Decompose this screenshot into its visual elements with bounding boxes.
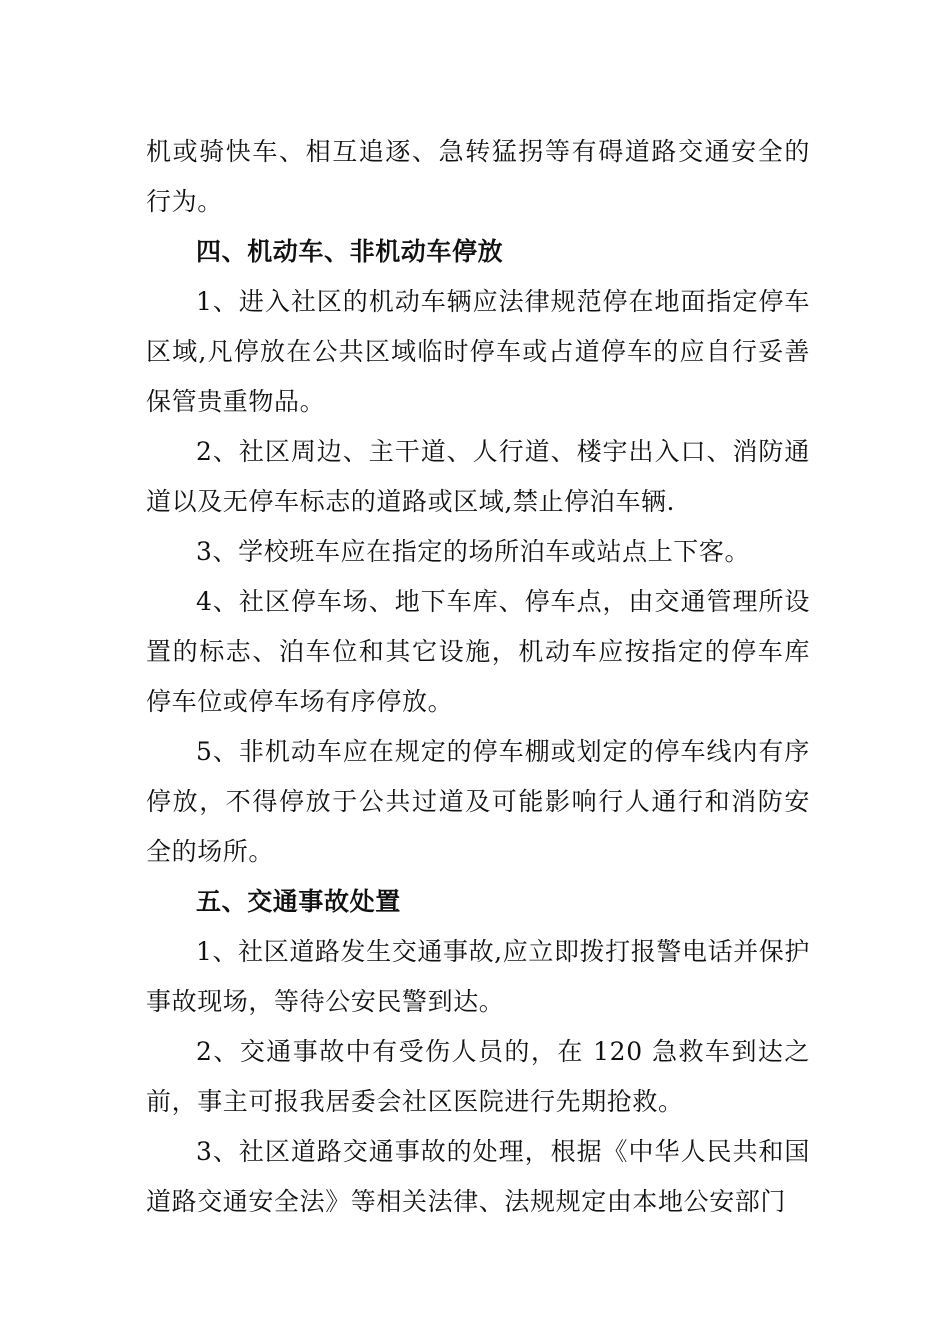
- paragraph-parking-2: 2、社区周边、主干道、人行道、楼宇出入口、消防通道以及无停车标志的道路或区域,禁止停泊车辆.: [146, 437, 810, 516]
- document-body: [146, 127, 810, 1227]
- paragraph-parking-5: 5、非机动车应在规定的停车棚或划定的停车线内有序停放，不得停放于公共过道及可能影响行人通行和消防安全的场所。: [146, 737, 810, 866]
- paragraph-accident-2: 2、交通事故中有受伤人员的，在 120 急救车到达之前，事主可报我居委会社区医院进行先期抢救。: [146, 1037, 810, 1116]
- section-heading-accident: 五、交通事故处置: [196, 887, 401, 916]
- paragraph-continuation: 机或骑快车、相互追逐、急转猛拐等有碍道路交通安全的行为。: [146, 137, 810, 216]
- paragraph-parking-3: 3、学校班车应在指定的场所泊车或站点上下客。: [196, 537, 751, 566]
- paragraph-parking-4: 4、社区停车场、地下车库、停车点，由交通管理所设置的标志、泊车位和其它设施，机动车应按指定的停车库停车位或停车场有序停放。: [146, 587, 810, 716]
- paragraph-accident-3: 3、社区道路交通事故的处理，根据《中华人民共和国道路交通安全法》等相关法律、法规规定由本地公安部门: [146, 1137, 810, 1216]
- section-heading-parking: 四、机动车、非机动车停放: [196, 237, 504, 266]
- paragraph-parking-1: 1、进入社区的机动车辆应法律规范停在地面指定停车区域,凡停放在公共区域临时停车或占道停车的应自行妥善保管贵重物品。: [146, 287, 810, 416]
- paragraph-accident-1: 1、社区道路发生交通事故,应立即拨打报警电话并保护事故现场，等待公安民警到达。: [146, 937, 810, 1016]
